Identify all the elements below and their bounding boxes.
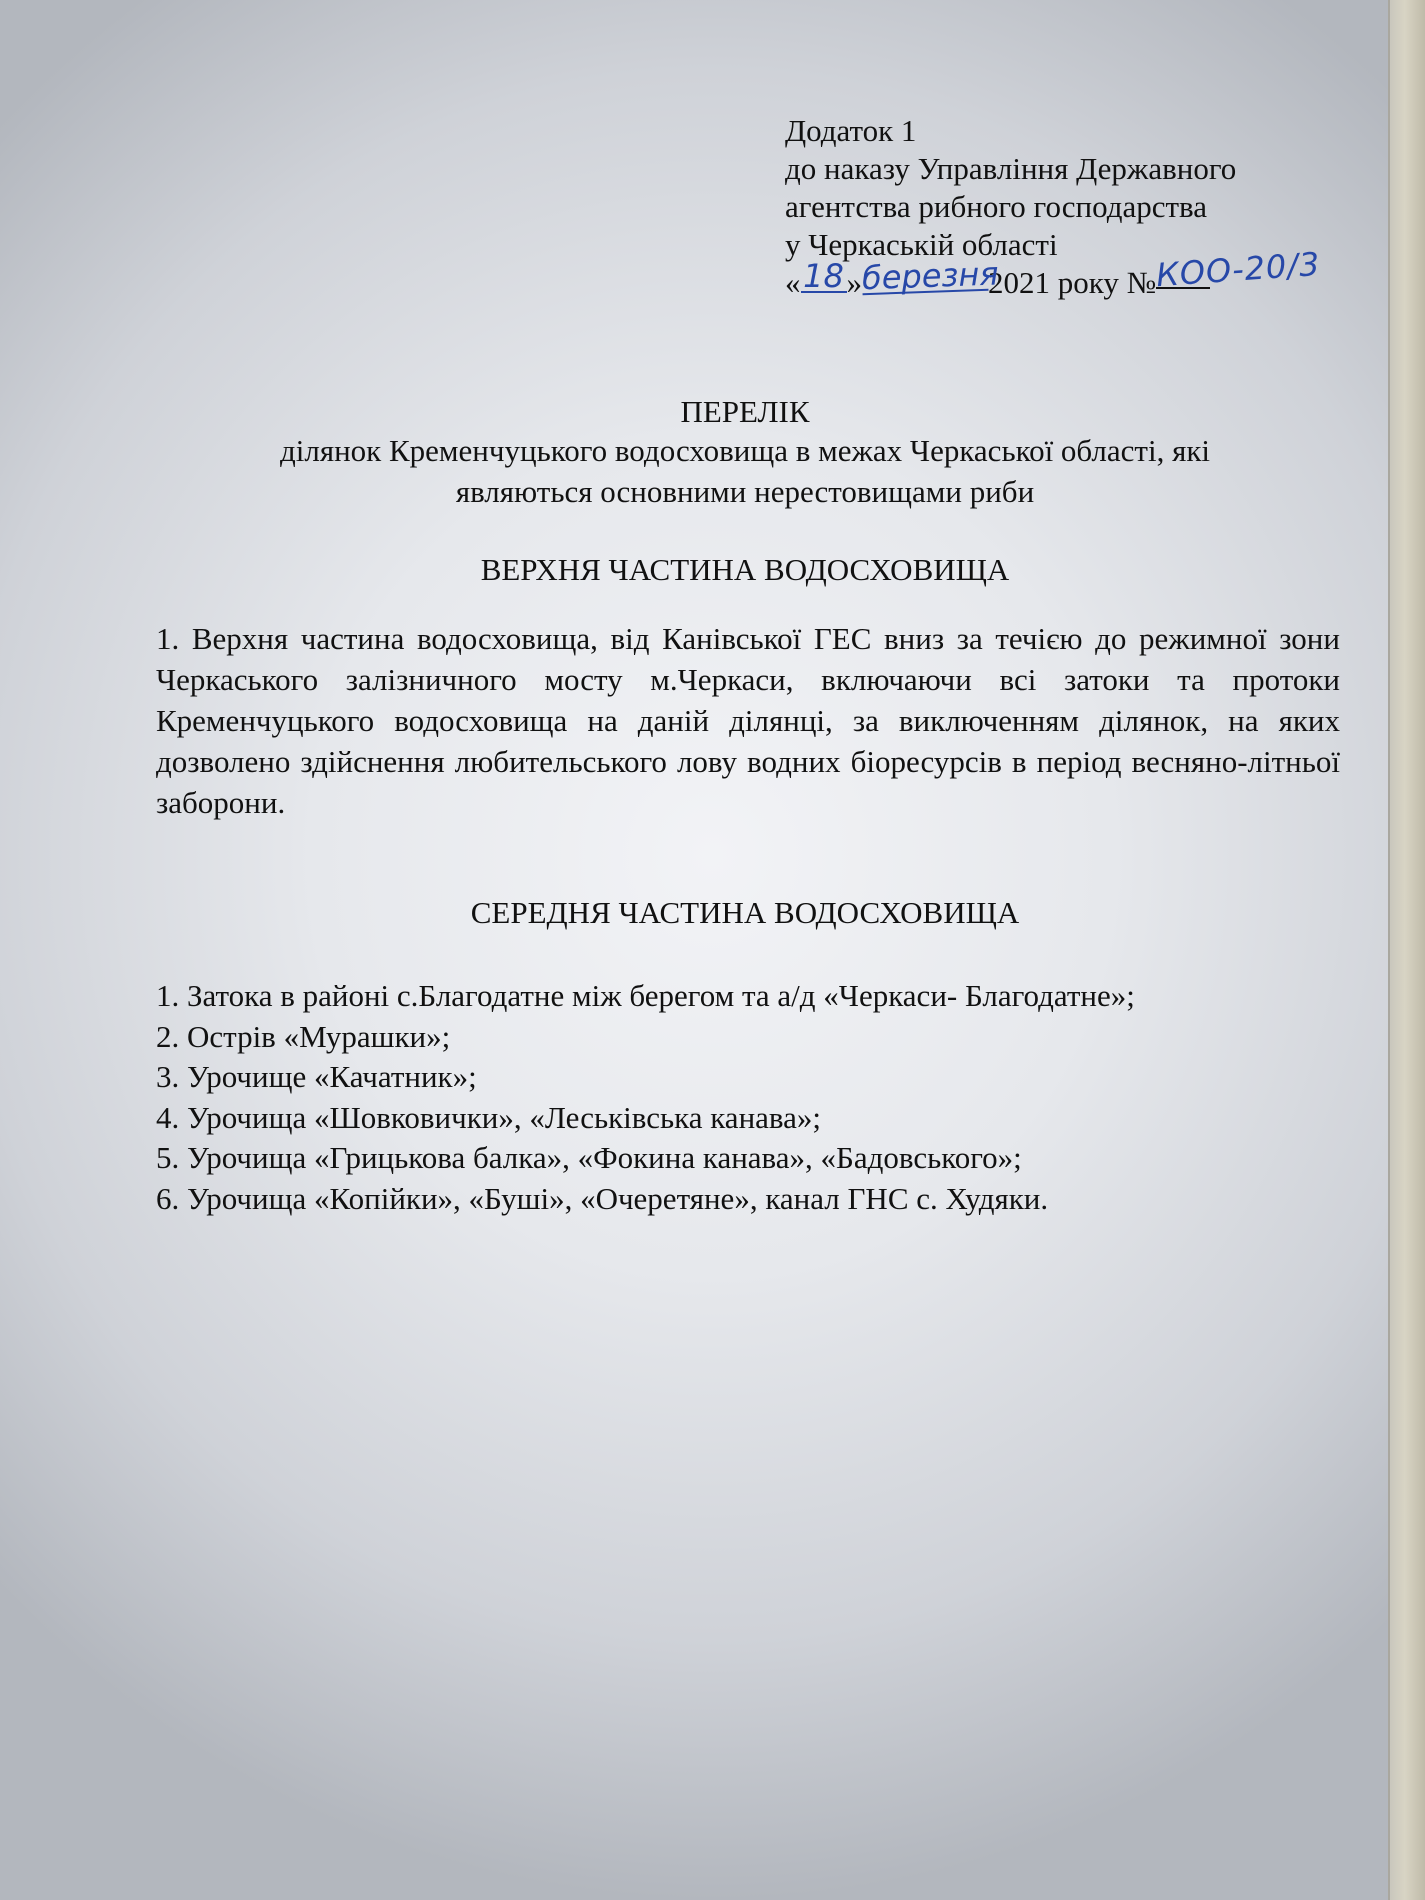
annex-line-3: агентства рибного господарства xyxy=(785,189,1208,224)
annex-line-1: Додаток 1 xyxy=(785,113,917,148)
list-item: 3. Урочище «Качатник»; xyxy=(156,1059,477,1094)
open-quote: « xyxy=(785,265,801,300)
handwritten-month: березня xyxy=(861,254,1000,298)
upper-section-item-1: 1. Верхня частина водосховища, від Канівської ГЕС вниз за течією до режимної зони Черкаського залізничного мосту м.Черкаси, включаючи всі затоки та протоки Кременчуцького водосховища на даній ділянці, за виключенням ділянок, на яких дозволено здійснення любительського лову водних біоресурсів в період весняно-літньої заборони. xyxy=(156,621,1340,820)
middle-section-heading: СЕРЕДНЯ ЧАСТИНА ВОДОСХОВИЩА xyxy=(470,895,1020,930)
document-subtitle-line-2: являються основними нерестовищами риби xyxy=(455,474,1035,509)
list-item: 2. Острів «Мурашки»; xyxy=(156,1018,451,1054)
handwritten-day: 18 xyxy=(801,261,847,293)
list-item: 1. Затока в районі с.Благодатне між берегом та а/д «Черкаси- Благодатне»; xyxy=(156,978,1135,1013)
document-title: ПЕРЕЛІК xyxy=(680,394,810,429)
document-subtitle-line-1: ділянок Кременчуцького водосховища в межах Черкаської області, які xyxy=(279,433,1211,468)
underlying-page-edge xyxy=(1388,0,1425,1900)
list-item: 4. Урочища «Шовковички», «Леськівська канава»; xyxy=(156,1099,822,1135)
handwritten-order-number: КОО-20/3 xyxy=(1155,244,1322,295)
date-year-text: 2021 року № xyxy=(988,265,1157,300)
close-quote: » xyxy=(846,265,862,300)
annex-line-2: до наказу Управління Державного xyxy=(785,151,1237,186)
middle-section-list xyxy=(156,976,1356,1219)
annex-header xyxy=(785,112,1385,302)
list-item: 5. Урочища «Грицькова балка», «Фокина канава», «Бадовського»; xyxy=(156,1140,1022,1175)
list-item: 6. Урочища «Копійки», «Буші», «Очеретяне», канал ГНС с. Худяки. xyxy=(156,1180,1049,1216)
upper-section-heading: ВЕРХНЯ ЧАСТИНА ВОДОСХОВИЩА xyxy=(480,552,1010,587)
annex-line-4: у Черкаській області xyxy=(785,227,1058,262)
